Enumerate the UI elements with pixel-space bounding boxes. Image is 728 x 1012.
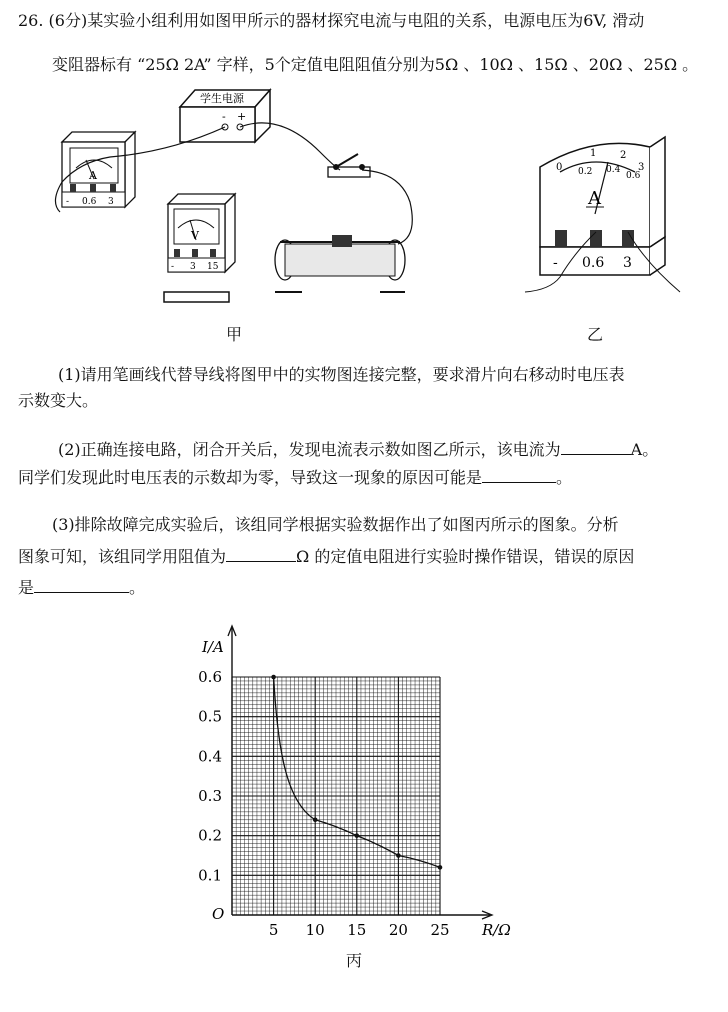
data-point <box>313 818 318 823</box>
chart-bing <box>190 620 530 950</box>
x-tick-label: 15 <box>347 921 367 939</box>
part2-text-1a: (2)正确连接电路，闭合开关后，发现电流表示数如图乙所示，该电流为 <box>58 440 561 459</box>
y-tick-label: 0.1 <box>198 866 222 885</box>
power-supply-label: 学生电源 <box>200 92 244 105</box>
yi-letter: A <box>588 188 601 209</box>
data-point <box>438 865 443 870</box>
data-point <box>355 833 360 838</box>
x-axis-label: R/Ω <box>482 921 511 939</box>
part2-line-2 <box>18 466 572 489</box>
power-terminal-plus: + <box>237 110 247 123</box>
question-line-2: 变阻器标有 “25Ω 2A” 字样，5个定值电阻阻值分别为5Ω 、10Ω 、15Ω 、20Ω 、25Ω 。 <box>52 55 699 74</box>
part3-line-3 <box>18 576 145 599</box>
figure-yi-caption: 乙 <box>587 325 604 344</box>
y-axis-label: I/A <box>202 638 224 656</box>
data-point <box>396 853 401 858</box>
y-tick-label: 0.2 <box>198 826 222 845</box>
ammeter-jia-terminal-minus: - <box>66 197 70 207</box>
figure-bing-caption: 丙 <box>346 951 363 970</box>
origin-label: O <box>212 905 225 923</box>
power-terminal-minus: - <box>222 110 226 123</box>
part3-line-1: (3)排除故障完成实验后，该组同学根据实验数据作出了如图丙所示的图象。分析 <box>52 515 619 534</box>
part1-line-1: (1)请用笔画线代替导线将图甲中的实物图连接完整，要求滑片向右移动时电压表 <box>58 365 625 384</box>
answer-blank-resistance[interactable] <box>226 545 296 562</box>
voltmeter-jia <box>164 194 235 302</box>
figure-jia <box>40 82 460 312</box>
part2-unit-a: A。 <box>630 440 659 459</box>
x-tick-label: 10 <box>305 921 325 939</box>
answer-blank-current[interactable] <box>561 438 631 455</box>
voltmeter-terminal-15: 15 <box>207 262 219 272</box>
yi-scale-0: 0 <box>556 162 563 173</box>
y-tick-label: 0.5 <box>198 707 222 726</box>
voltmeter-terminal-minus: - <box>171 262 175 272</box>
answer-blank-reason[interactable] <box>482 466 556 483</box>
ammeter-jia-letter: A <box>89 169 97 182</box>
part3-text-2b: Ω 的定值电阻进行实验时操作错误，错误的原因 <box>296 547 635 566</box>
chart-grid <box>232 677 440 915</box>
part1-line-2: 示数变大。 <box>18 391 99 410</box>
yi-minor-02: 0.2 <box>578 167 593 177</box>
yi-minor-06: 0.6 <box>626 171 641 181</box>
x-tick-label: 20 <box>388 921 408 939</box>
figure-jia-caption: 甲 <box>226 325 243 344</box>
x-tick-label: 25 <box>430 921 450 939</box>
x-tick-label: 5 <box>268 921 279 939</box>
rheostat <box>275 235 405 292</box>
answer-blank-error-reason[interactable] <box>34 576 129 593</box>
yi-scale-3: 3 <box>638 162 645 173</box>
ammeter-jia-terminal-3: 3 <box>108 197 114 207</box>
part3-line-2 <box>18 545 634 568</box>
yi-scale-1: 1 <box>590 148 597 159</box>
part3-text-2a: 图象可知，该组同学用阻值为 <box>18 547 227 566</box>
voltmeter-terminal-3: 3 <box>190 262 196 272</box>
yi-minor-04: 0.4 <box>606 165 621 175</box>
voltmeter-letter: V <box>191 229 199 242</box>
ammeter-jia-terminal-06: 0.6 <box>82 197 97 207</box>
figure-yi <box>520 132 710 297</box>
part3-text-3a: 是 <box>18 578 35 597</box>
power-supply <box>180 90 270 142</box>
part3-end: 。 <box>129 578 146 597</box>
y-tick-label: 0.4 <box>198 747 222 766</box>
yi-terminal-minus: - <box>553 255 558 271</box>
part2-line-1 <box>58 438 658 461</box>
data-point <box>271 675 276 680</box>
yi-terminal-06: 0.6 <box>582 255 605 271</box>
ammeter-jia <box>62 132 135 207</box>
question-line-1: 26. (6分)某实验小组利用如图甲所示的器材探究电流与电阻的关系，电源电压为6V, 滑动 <box>18 11 645 30</box>
part2-end: 。 <box>556 468 573 487</box>
yi-terminal-3: 3 <box>623 255 632 271</box>
part2-text-2a: 同学们发现此时电压表的示数却为零，导致这一现象的原因可能是 <box>18 468 483 487</box>
y-tick-label: 0.6 <box>198 668 222 686</box>
y-tick-label: 0.3 <box>198 787 222 805</box>
yi-scale-2: 2 <box>620 150 627 161</box>
